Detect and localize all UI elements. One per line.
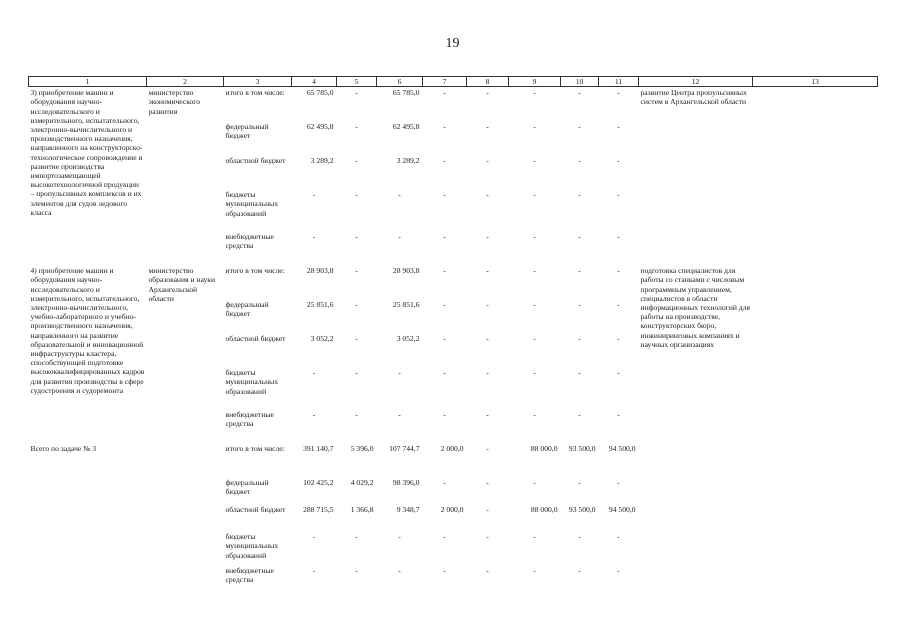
amount-cell: 25 851,6 xyxy=(306,300,334,310)
funding-source-cell: областной бюджет xyxy=(225,505,286,515)
amount-cell: - xyxy=(617,232,620,242)
header-cell: 12 xyxy=(639,77,753,87)
amount-cell: - xyxy=(578,190,581,200)
amount-cell: - xyxy=(533,122,536,132)
amount-cell: - xyxy=(355,232,358,242)
amount-cell: 93 500,0 xyxy=(568,444,596,454)
header-cell: 13 xyxy=(753,77,878,87)
amount-cell: - xyxy=(578,122,581,132)
amount-cell: 25 851,6 xyxy=(392,300,420,310)
executor-cell: министерство экономического развития xyxy=(148,88,201,116)
amount-cell: 2 000,0 xyxy=(440,444,464,454)
amount-cell: - xyxy=(617,190,620,200)
amount-cell: - xyxy=(486,368,489,378)
header-cell: 10 xyxy=(561,77,599,87)
task-cell: Всего по задаче № 3 xyxy=(30,444,97,454)
amount-cell: - xyxy=(355,266,358,276)
amount-cell: - xyxy=(312,532,316,542)
amount-cell: 9 348,7 xyxy=(396,505,420,515)
amount-cell: - xyxy=(443,410,446,420)
amount-cell: 107 744,7 xyxy=(389,444,420,454)
amount-cell: - xyxy=(617,566,620,576)
funding-source-cell: итого в том числе: xyxy=(225,88,285,98)
amount-cell: - xyxy=(443,300,446,310)
amount-cell: - xyxy=(355,532,358,542)
amount-cell: - xyxy=(312,190,316,200)
amount-cell: - xyxy=(533,190,536,200)
amount-cell: - xyxy=(617,156,620,166)
amount-cell: - xyxy=(486,532,489,542)
amount-cell: - xyxy=(355,190,358,200)
amount-cell: 94 500,0 xyxy=(608,444,636,454)
amount-cell: 102 425,2 xyxy=(303,478,334,488)
column-number-header xyxy=(29,77,878,87)
funding-source-cell: федеральный бюджет xyxy=(225,300,269,319)
amount-cell: - xyxy=(443,532,446,542)
amount-cell: - xyxy=(355,156,358,166)
amount-cell: - xyxy=(398,532,401,542)
amount-cell: 65 785,0 xyxy=(306,88,334,98)
note-cell xyxy=(753,443,878,592)
amount-cell: - xyxy=(398,566,401,576)
amount-cell: - xyxy=(486,190,489,200)
amount-cell: - xyxy=(398,368,401,378)
amount-cell: - xyxy=(617,368,620,378)
header-cell: 4 xyxy=(292,77,337,87)
amount-cell: 93 500,0 xyxy=(568,505,596,515)
amount-cell: - xyxy=(533,478,536,488)
amount-cell: - xyxy=(617,88,620,98)
amount-cell: - xyxy=(617,478,620,488)
amount-cell: - xyxy=(443,190,446,200)
amount-cell: - xyxy=(578,334,581,344)
amount-cell: - xyxy=(486,410,489,420)
amount-cell: - xyxy=(578,368,581,378)
amount-cell: - xyxy=(312,232,316,242)
amount-cell: - xyxy=(578,266,581,276)
result-cell: подготовка специалистов для работы со станками с числовым программным управлением, специалистов в области информационных технологий для работы на производстве, конструкторских бюро, инжиниринговых компаниях и научных организациях xyxy=(640,266,751,349)
amount-cell: - xyxy=(486,334,489,344)
header-cell: 2 xyxy=(147,77,224,87)
task-cell: 4) приобретение машин и оборудования научно-исследовательского и измерительного, испытательного, электронно-вычислительного, учебно-лабораторного и учебно-производственного назначения, направленного на развитие образовательной и инновационной инфраструктуры кластера, способствующей подготовке высококвалифицированных кадров для развития производства в сфере судостроения и судоремонта xyxy=(30,266,145,395)
header-cell: 6 xyxy=(377,77,423,87)
amount-cell: 28 903,8 xyxy=(306,266,334,276)
amount-cell: - xyxy=(533,410,536,420)
amount-cell: - xyxy=(578,232,581,242)
amount-cell: 3 289,2 xyxy=(310,156,334,166)
amount-cell: - xyxy=(486,266,489,276)
header-cell: 8 xyxy=(467,77,509,87)
amount-cell: - xyxy=(443,566,446,576)
amount-cell: - xyxy=(486,156,489,166)
header-cell: 11 xyxy=(599,77,639,87)
funding-source-cell: федеральный бюджет xyxy=(225,478,269,497)
amount-cell: - xyxy=(355,300,358,310)
result-cell: развитие Центра пропульсивных систем в Архангельской области xyxy=(640,88,747,107)
funding-source-cell: федеральный бюджет xyxy=(225,122,269,141)
amount-cell: - xyxy=(617,122,620,132)
header-cell: 7 xyxy=(423,77,467,87)
amount-cell: - xyxy=(533,334,536,344)
amount-cell: - xyxy=(443,334,446,344)
amount-cell: 3 052,2 xyxy=(310,334,334,344)
amount-cell: 62 495,8 xyxy=(392,122,420,132)
amount-cell: - xyxy=(533,300,536,310)
amount-cell: - xyxy=(398,232,401,242)
amount-cell: - xyxy=(578,532,581,542)
task-cell: 3) приобретение машин и оборудования научно-исследовательского и измерительного, испытательного, электронно-вычислительного и производственного назначения, направленного на конструкторско-технологическое сопровождение и развитие производства импортозамещающей высокотехнологичной продукции – пропульсивных комплексов и их элементов для судов ледового класса xyxy=(30,88,143,217)
amount-cell: - xyxy=(443,368,446,378)
amount-cell: 3 052,2 xyxy=(396,334,420,344)
amount-cell: - xyxy=(443,88,446,98)
table-row xyxy=(29,443,878,477)
amount-cell: - xyxy=(533,156,536,166)
amount-cell: 62 495,8 xyxy=(306,122,334,132)
amount-cell: 391 140,7 xyxy=(303,444,334,454)
amount-cell: - xyxy=(312,566,316,576)
amount-cell: 3 289,2 xyxy=(396,156,420,166)
amount-cell: - xyxy=(578,410,581,420)
amount-cell: - xyxy=(533,266,536,276)
header-cell: 3 xyxy=(224,77,292,87)
amount-cell: 4 029,2 xyxy=(350,478,374,488)
funding-source-cell: внебюджетные средства xyxy=(225,232,274,251)
amount-cell: - xyxy=(443,478,446,488)
amount-cell: - xyxy=(533,232,536,242)
funding-source-cell: бюджеты муниципальных образований xyxy=(225,532,279,560)
amount-cell: - xyxy=(617,532,620,542)
budget-table xyxy=(28,76,878,592)
amount-cell: - xyxy=(617,266,620,276)
funding-source-cell: итого в том числе: xyxy=(225,266,285,276)
amount-cell: - xyxy=(486,122,489,132)
amount-cell: - xyxy=(486,505,489,515)
amount-cell: - xyxy=(486,88,489,98)
page-number: 19 xyxy=(445,36,460,51)
amount-cell: 288 715,5 xyxy=(303,505,334,515)
amount-cell: - xyxy=(443,232,446,242)
amount-cell: 2 000,0 xyxy=(440,505,464,515)
amount-cell: 98 396,0 xyxy=(392,478,420,488)
amount-cell: - xyxy=(617,410,620,420)
table-row xyxy=(29,87,878,122)
amount-cell: 88 000,0 xyxy=(530,444,558,454)
header-cell: 5 xyxy=(337,77,377,87)
header-cell: 9 xyxy=(509,77,561,87)
amount-cell: - xyxy=(443,156,446,166)
amount-cell: - xyxy=(578,566,581,576)
executor-cell xyxy=(147,443,224,592)
amount-cell: 5 396,0 xyxy=(350,444,374,454)
amount-cell: 88 000,0 xyxy=(530,505,558,515)
amount-cell: - xyxy=(398,190,401,200)
note-cell xyxy=(753,87,878,266)
amount-cell: - xyxy=(486,444,489,454)
amount-cell: - xyxy=(355,334,358,344)
amount-cell: - xyxy=(486,566,489,576)
amount-cell: - xyxy=(355,410,358,420)
amount-cell: - xyxy=(443,266,446,276)
amount-cell: - xyxy=(443,122,446,132)
funding-source-cell: итого в том числе: xyxy=(225,444,285,454)
result-cell xyxy=(639,443,753,592)
amount-cell: - xyxy=(533,368,536,378)
amount-cell: - xyxy=(312,368,316,378)
amount-cell: - xyxy=(486,478,489,488)
funding-source-cell: бюджеты муниципальных образований xyxy=(225,190,279,218)
funding-source-cell: областной бюджет xyxy=(225,334,286,344)
amount-cell: - xyxy=(617,300,620,310)
amount-cell: 28 903,8 xyxy=(392,266,420,276)
amount-cell: - xyxy=(578,478,581,488)
note-cell xyxy=(753,265,878,443)
funding-source-cell: областной бюджет xyxy=(225,156,286,166)
amount-cell: - xyxy=(578,88,581,98)
amount-cell: - xyxy=(533,566,536,576)
amount-cell: - xyxy=(533,532,536,542)
executor-cell: министерство образования и науки Архангельской области xyxy=(148,266,216,303)
amount-cell: - xyxy=(355,88,358,98)
funding-source-cell: внебюджетные средства xyxy=(225,566,274,585)
amount-cell: - xyxy=(312,410,316,420)
amount-cell: - xyxy=(355,368,358,378)
amount-cell: - xyxy=(486,232,489,242)
amount-cell: 94 500,0 xyxy=(608,505,636,515)
amount-cell: - xyxy=(486,300,489,310)
amount-cell: - xyxy=(355,566,358,576)
amount-cell: - xyxy=(533,88,536,98)
header-cell: 1 xyxy=(29,77,147,87)
amount-cell: 1 366,8 xyxy=(350,505,374,515)
amount-cell: - xyxy=(578,300,581,310)
table-row xyxy=(29,265,878,299)
amount-cell: - xyxy=(398,410,401,420)
amount-cell: 65 785,0 xyxy=(392,88,420,98)
funding-source-cell: внебюджетные средства xyxy=(225,410,274,429)
table-body xyxy=(29,87,878,593)
amount-cell: - xyxy=(578,156,581,166)
amount-cell: - xyxy=(355,122,358,132)
amount-cell: - xyxy=(617,334,620,344)
funding-source-cell: бюджеты муниципальных образований xyxy=(225,368,279,396)
